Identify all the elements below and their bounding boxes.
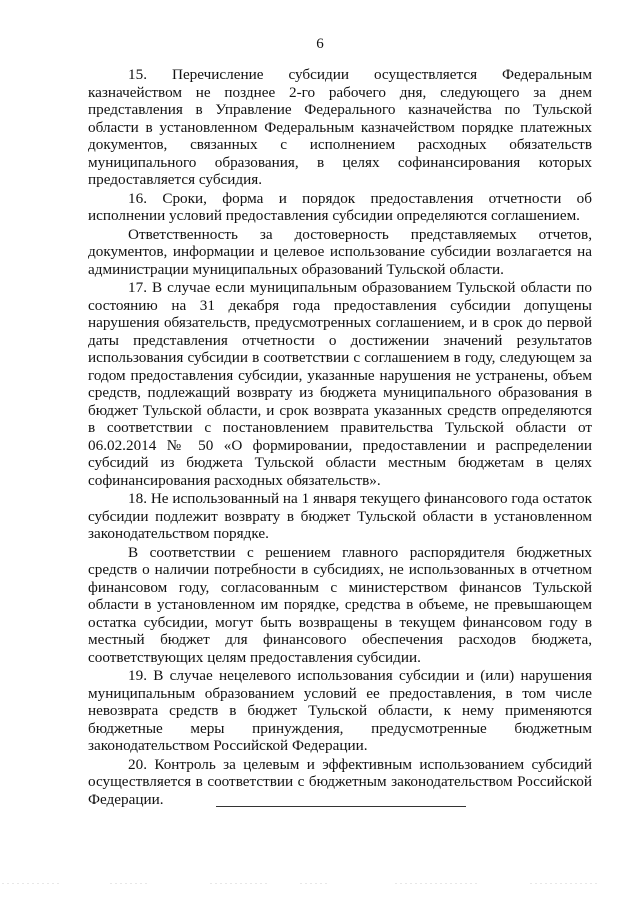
paragraph-19: 19. В случае нецелевого использования субсидии и (или) нарушения муниципальным образованием условий ее предоставления, в том числе невозврата средств в бюджет Тульской области, к нему применяются бюджетные меры принуждения, предусмотренные бюджетным законодательством Российской Федерации. bbox=[88, 667, 592, 754]
paragraph-18: 18. Не использованный на 1 января текущего финансового года остаток субсидии подлежит возврату в бюджет Тульской области в установленном законодательством порядке. bbox=[88, 490, 592, 542]
paragraph-return-decision: В соответствии с решением главного распорядителя бюджетных средств о наличии потребности в субсидиях, не использованных в отчетном финансовом году, согласованным с министерством финансов Тульской области в установленном им порядке, средства в объеме, не превышающем остатка субсидии, могут быть возвращены в текущем финансовом году в местный бюджет для финансового обеспечения расходов бюджета, соответствующих целям предоставления субсидии. bbox=[88, 543, 592, 666]
paragraph-responsibility: Ответственность за достоверность представляемых отчетов, документов, информации и целевое использование субсидии возлагается на администрации муниципальных образований Тульской области. bbox=[88, 225, 592, 278]
paragraph-15: 15. Перечисление субсидии осуществляется Федеральным казначейством не позднее 2-го рабочего дня, следующего за днем представления в Управление Федерального казначейства по Тульской области в установленном Федеральным казначейством порядке платежных документов, связанных с исполнением расходных обязательств муниципального образования, в целях софинансирования которых предоставляется субсидия. bbox=[88, 66, 592, 188]
scan-noise-bottom bbox=[0, 882, 640, 884]
page-number: 6 bbox=[316, 36, 324, 52]
paragraph-20: 20. Контроль за целевым и эффективным использованием субсидий осуществляется в соответствии с бюджетным законодательством Российской Федерации. bbox=[88, 755, 592, 808]
end-divider-line bbox=[216, 806, 466, 807]
paragraph-17: 17. В случае если муниципальным образованием Тульской области по состоянию на 31 декабря года предоставления субсидии допущены нарушения обязательств, предусмотренных соглашением, и в срок до первой даты представления отчетности о достижении значений результатов использования субсидии в соответствии с соглашением в году, следующем за годом предоставления субсидии, указанные нарушения не устранены, объем средств, подлежащий возврату из бюджета муниципального образования в бюджет Тульской области, и срок возврата указанных средств определяются в соответствии с постановлением правительства Тульской области от 06.02.2014 № 50 «О формировании, предоставлении и распределении субсидий из бюджета Тульской области местным бюджетам в целях софинансирования расходных обязательств». bbox=[88, 279, 592, 489]
document-body bbox=[88, 66, 592, 809]
paragraph-16: 16. Сроки, форма и порядок предоставления отчетности об исполнении условий предоставления субсидии определяются соглашением. bbox=[88, 189, 592, 224]
